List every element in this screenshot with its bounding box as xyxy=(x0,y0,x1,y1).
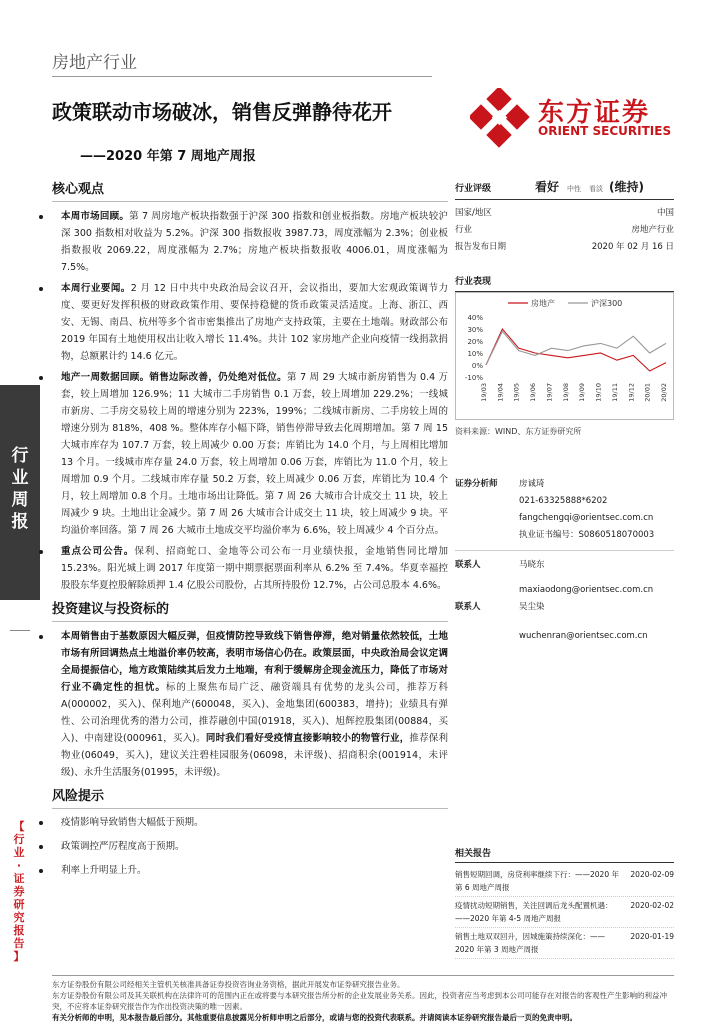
info-key: 国家/地区 xyxy=(455,208,492,218)
y-tick-label: 0% xyxy=(471,362,483,370)
contact-name: 马晓东 xyxy=(519,560,545,570)
side-char: 证 xyxy=(13,872,25,885)
side-char: 告 xyxy=(13,937,25,950)
band-char: 业 xyxy=(11,468,29,488)
item-text: 第 7 周 29 大城市新房销售为 0.4 万套，较上周增加 126.9%；11 大城市二手房销售 0.1 万套，较上周增加 229.2%；一线城市新房、二手房交易较上周的增速分别为 223%，199%；二线城市新房、二手房较上周的增速分别为 818%，408 %。整体库存小幅下降，销售停滞导致去化周期增加。第 7 周 15 大城市库存为 107.7 万套，较上周减少 0.00 万套；库销比为 14.0 个月，与上周相比增加 13 个月。一线城市库存量 24.0 万套，较上周增加 0.06 万套，库销比为 11.0 个月，较上周增加 0.9 个月。二线城市库存量 50.2 万套，较上周减少 0.06 万套，库销比为 10.4 个月，较上周增加 0.8 个月。土地市场出让降低。第 7 周 26 大城市合计成交土 11 块，较上周减少 9 块。土地出让金减少。第 7 周 26 大城市合计成交土 11 块，较上周减少 9 块。平均溢价率回落。第 7 周 26 大城市土地成交平均溢价率为 6.6%，较上周减少 4 个百分点。 xyxy=(61,372,448,536)
contact-role: 联系人 xyxy=(455,602,481,612)
rating-row xyxy=(455,178,674,200)
rating-panel xyxy=(455,178,674,255)
side-char: 业 xyxy=(13,846,25,859)
related-title[interactable]: 销售土地双双回升，因城施策持续深化：——2020 年第 3 周地产周报 xyxy=(455,932,605,954)
rating-bearish: 看淡 xyxy=(589,185,604,193)
related-title[interactable]: 销售短期回调，房贷利率继续下行：——2020 年第 6 周地产周报 xyxy=(455,870,619,892)
contact-email[interactable]: maxiaodong@orientsec.com.cn xyxy=(519,585,654,595)
analyst-role: 证券分析师 xyxy=(455,479,498,489)
side-char: 【 xyxy=(13,820,25,833)
x-tick-label: 19/12 xyxy=(627,383,636,402)
x-tick-label: 20/02 xyxy=(660,383,668,402)
core-view-item xyxy=(52,208,448,276)
x-tick-label: 19/03 xyxy=(480,383,488,402)
info-row xyxy=(455,223,674,238)
orient-securities-logo xyxy=(470,88,700,148)
info-key: 行业 xyxy=(455,225,473,235)
band-char: 周 xyxy=(11,490,29,510)
x-tick-label: 19/10 xyxy=(594,383,603,402)
side-char: 究 xyxy=(13,911,25,924)
side-divider xyxy=(10,630,30,631)
side-char: 行 xyxy=(13,833,25,846)
bullet-icon xyxy=(39,550,43,554)
bullet-icon xyxy=(39,376,43,380)
analyst-row xyxy=(455,510,674,527)
sector-title: 房地产行业 xyxy=(52,53,137,73)
related-reports xyxy=(455,846,674,959)
item-lead: 本周销售由于基数原因大幅反弹，但疫情防控导致线下销售停滞，绝对销量依然较低，土地市场有所回调热点土地溢价率仍较高，表明市场信心仍在。政策层面，中央政治局会议定调全局提振信心，地方政策陆续其后发力土地端，有利于缓解房企现金流压力，降低了市场对行业不确定性的担忧。 xyxy=(61,631,448,693)
analyst-block xyxy=(455,476,674,645)
contact-row xyxy=(455,628,674,645)
info-value: 房地产行业 xyxy=(631,225,674,235)
performance-title: 行业表现 xyxy=(455,274,674,292)
logo-mark-icon xyxy=(470,88,530,148)
bullet-icon xyxy=(39,821,43,825)
band-char: 报 xyxy=(11,512,29,532)
risk-text: 利率上升明显上升。 xyxy=(61,865,147,876)
analyst-row xyxy=(455,493,674,510)
footer xyxy=(52,979,674,1023)
contact-role: 联系人 xyxy=(455,560,481,570)
risk-item xyxy=(52,839,448,855)
risk-text: 政策调控严厉程度高于预期。 xyxy=(61,841,185,852)
item-lead: 本周行业要闻。 xyxy=(61,283,131,294)
category-band-text xyxy=(0,385,40,533)
x-tick-label: 19/05 xyxy=(512,383,521,402)
side-char: 研 xyxy=(13,898,25,911)
risk-text: 疫情影响导致销售大幅低于预期。 xyxy=(61,817,204,828)
related-title[interactable]: 疫情扰动短期销售，关注回调后龙头配置机遇：——2020 年第 4-5 周地产周报 xyxy=(455,901,613,923)
info-value: 中国 xyxy=(656,208,674,218)
analyst-name: 房诚琦 xyxy=(519,479,545,489)
item-text: 2 月 12 日中共中央政治局会议召开，会议指出，要加大宏观政策调节力度、要更好发挥积极的财政政策作用、要保持稳健的货币政策灵活适度。上海、浙江、西安、无锡、南昌、杭州等多个省市密集推出了房地产支持政策，主要在土地端。财政部公布 2019 年国有土地使用权出让收入增长 11.4%。共计 102 家房地产企业向疫情一线捐款捐物，总额累计约 14.6 亿元。 xyxy=(61,283,448,362)
contact-row xyxy=(455,557,674,574)
side-char: 报 xyxy=(13,924,25,937)
x-tick-label: 19/04 xyxy=(496,383,505,402)
analyst-row xyxy=(455,476,674,493)
side-char: 券 xyxy=(13,885,25,898)
item-lead: 地产一周数据回顾。销售边际改善，仍处绝对低位。 xyxy=(61,372,287,383)
related-item[interactable] xyxy=(455,928,674,959)
y-tick-label: -10% xyxy=(464,374,483,382)
related-heading: 相关报告 xyxy=(455,846,674,863)
x-tick-label: 19/07 xyxy=(545,383,554,402)
series-line-csi300 xyxy=(486,331,666,365)
bullet-icon xyxy=(39,845,43,849)
x-tick-label: 19/11 xyxy=(610,383,619,402)
investment-item xyxy=(52,628,448,781)
y-tick-label: 10% xyxy=(467,350,483,358)
risk-item xyxy=(52,863,448,879)
item-lead: 同时我们看好受疫情直接影响较小的物管行业， xyxy=(205,733,410,744)
core-view-heading: 核心观点 xyxy=(52,178,448,202)
footer-line: 东方证券股份有限公司及其关联机构在法律许可的范围内正在或将要与本研究报告所分析的企业发展业务关系。因此，投资者应当考虑到本公司可能存在对报告的客观性产生影响的利益冲突，不应将本证券研究报告作为作出投资决策的唯一因素。 xyxy=(52,991,667,1011)
rating-keep: (维持) xyxy=(609,180,644,194)
related-date: 2020-02-09 xyxy=(630,870,674,879)
related-item[interactable] xyxy=(455,897,674,928)
footer-line: 东方证券股份有限公司经相关主管机关核准具备证券投资咨询业务资格，据此开展发布证券研究报告业务。 xyxy=(52,980,405,989)
y-tick-label: 30% xyxy=(467,326,483,334)
contact-row xyxy=(455,599,674,616)
category-band xyxy=(0,385,40,600)
analyst-license: 执业证书编号：S0860518070003 xyxy=(519,530,655,540)
x-tick-label: 20/01 xyxy=(643,383,652,402)
rating-good: 看好 xyxy=(535,180,560,194)
related-date: 2020-02-02 xyxy=(630,901,674,910)
legend-label-a: 房地产 xyxy=(531,299,555,308)
divider xyxy=(455,550,674,551)
y-tick-label: 40% xyxy=(467,314,483,322)
core-view-item xyxy=(52,369,448,539)
logo-chinese: 东方证券 xyxy=(538,98,651,128)
analyst-email[interactable]: fangchengqi@orientsec.com.cn xyxy=(519,513,654,523)
risk-item xyxy=(52,815,448,831)
bullet-icon xyxy=(39,215,43,219)
bullet-icon xyxy=(39,635,43,639)
investment-heading: 投资建议与投资标的 xyxy=(52,598,448,622)
info-value: 2020 年 02 月 16 日 xyxy=(591,242,674,252)
side-char: 】 xyxy=(13,950,25,963)
item-text: 保利、招商蛇口、金地等公司公布一月业绩快报，金地销售同比增加 15.23%。阳光城上调 2017 年度第一期中期票据票面利率从 6.2% 至 7.4%。华夏幸福控股股东华夏控股解除质押 1.4 亿股公司股份，占其所持股份 12.7%，占公司总股本 4.6%。 xyxy=(61,546,448,591)
contact-name: 吴尘染 xyxy=(519,602,545,612)
performance-chart-svg xyxy=(456,293,673,419)
item-lead: 重点公司公告。 xyxy=(61,546,135,557)
info-row xyxy=(455,240,674,255)
side-char: · xyxy=(16,859,22,872)
analyst-row xyxy=(455,527,674,544)
bullet-icon xyxy=(39,869,43,873)
sector-divider xyxy=(52,76,432,77)
analyst-phone: 021-63325888*6202 xyxy=(519,496,608,506)
rating-label: 行业评级 xyxy=(455,184,492,194)
core-view-item xyxy=(52,543,448,594)
info-key: 报告发布日期 xyxy=(455,242,507,252)
risk-heading: 风险提示 xyxy=(52,785,448,809)
logo-english: ORIENT SECURITIES xyxy=(538,124,672,138)
item-lead: 本周市场回顾。 xyxy=(61,211,130,222)
item-text: 标的上聚焦布局广泛、融资端具有优势的龙头公司，推荐万科 A(000002，买入)、保利地产(600048，买入)、金地集团(600383，增持)；业绩具有弹性、公司治理优秀的潜力公司，推荐融创中国(01918，买入)、旭辉控股集团(00884，买入)、中南建设(000961，买入)。 xyxy=(61,682,448,744)
footer-divider xyxy=(52,975,674,976)
side-vertical-label xyxy=(8,820,30,963)
x-tick-label: 19/06 xyxy=(529,383,538,402)
item-text: 推荐保利物业(06049，买入)，建议关注碧桂园服务(06098，未评级)、招商积余(001914，未评级)、永升生活服务(01995，未评级)。 xyxy=(61,733,448,778)
related-date: 2020-01-19 xyxy=(630,932,674,941)
main-content xyxy=(52,178,448,887)
info-row xyxy=(455,206,674,221)
report-subtitle: ——2020 年第 7 周地产周报 xyxy=(80,149,256,164)
x-tick-label: 19/08 xyxy=(561,383,570,402)
legend-label-b: 沪深300 xyxy=(591,299,623,308)
rating-neutral: 中性 xyxy=(567,185,582,193)
bullet-icon xyxy=(39,287,43,291)
chart-source: 资料来源：WIND、东方证券研究所 xyxy=(455,427,582,436)
series-line-realestate xyxy=(486,329,666,371)
contact-email[interactable]: wuchenran@orientsec.com.cn xyxy=(519,631,648,641)
y-tick-label: 20% xyxy=(467,338,483,346)
core-view-item xyxy=(52,280,448,365)
contact-row xyxy=(455,582,674,599)
related-item[interactable] xyxy=(455,866,674,897)
item-text: 第 7 周房地产板块指数强于沪深 300 指数和创业板指数。房地产板块较沪深 300 指数相对收益为 5.2%。沪深 300 指数报收 3987.73，周度涨幅为 2.3%；创业板指数报收 2069.22，周度涨幅为 2.7%；房地产板块指数报收 4006.01，周度涨幅为 7.5%。 xyxy=(61,211,448,273)
performance-chart xyxy=(455,292,674,420)
report-title: 政策联动市场破冰，销售反弹静待花开 xyxy=(52,100,392,124)
x-tick-label: 19/09 xyxy=(578,383,587,402)
band-char: 行 xyxy=(11,446,29,466)
footer-line: 有关分析师的申明，见本报告最后部分。其他重要信息披露见分析师申明之后部分，或请与您的投资代表联系。并请阅读本证券研究报告最后一页的免责申明。 xyxy=(52,1013,577,1022)
